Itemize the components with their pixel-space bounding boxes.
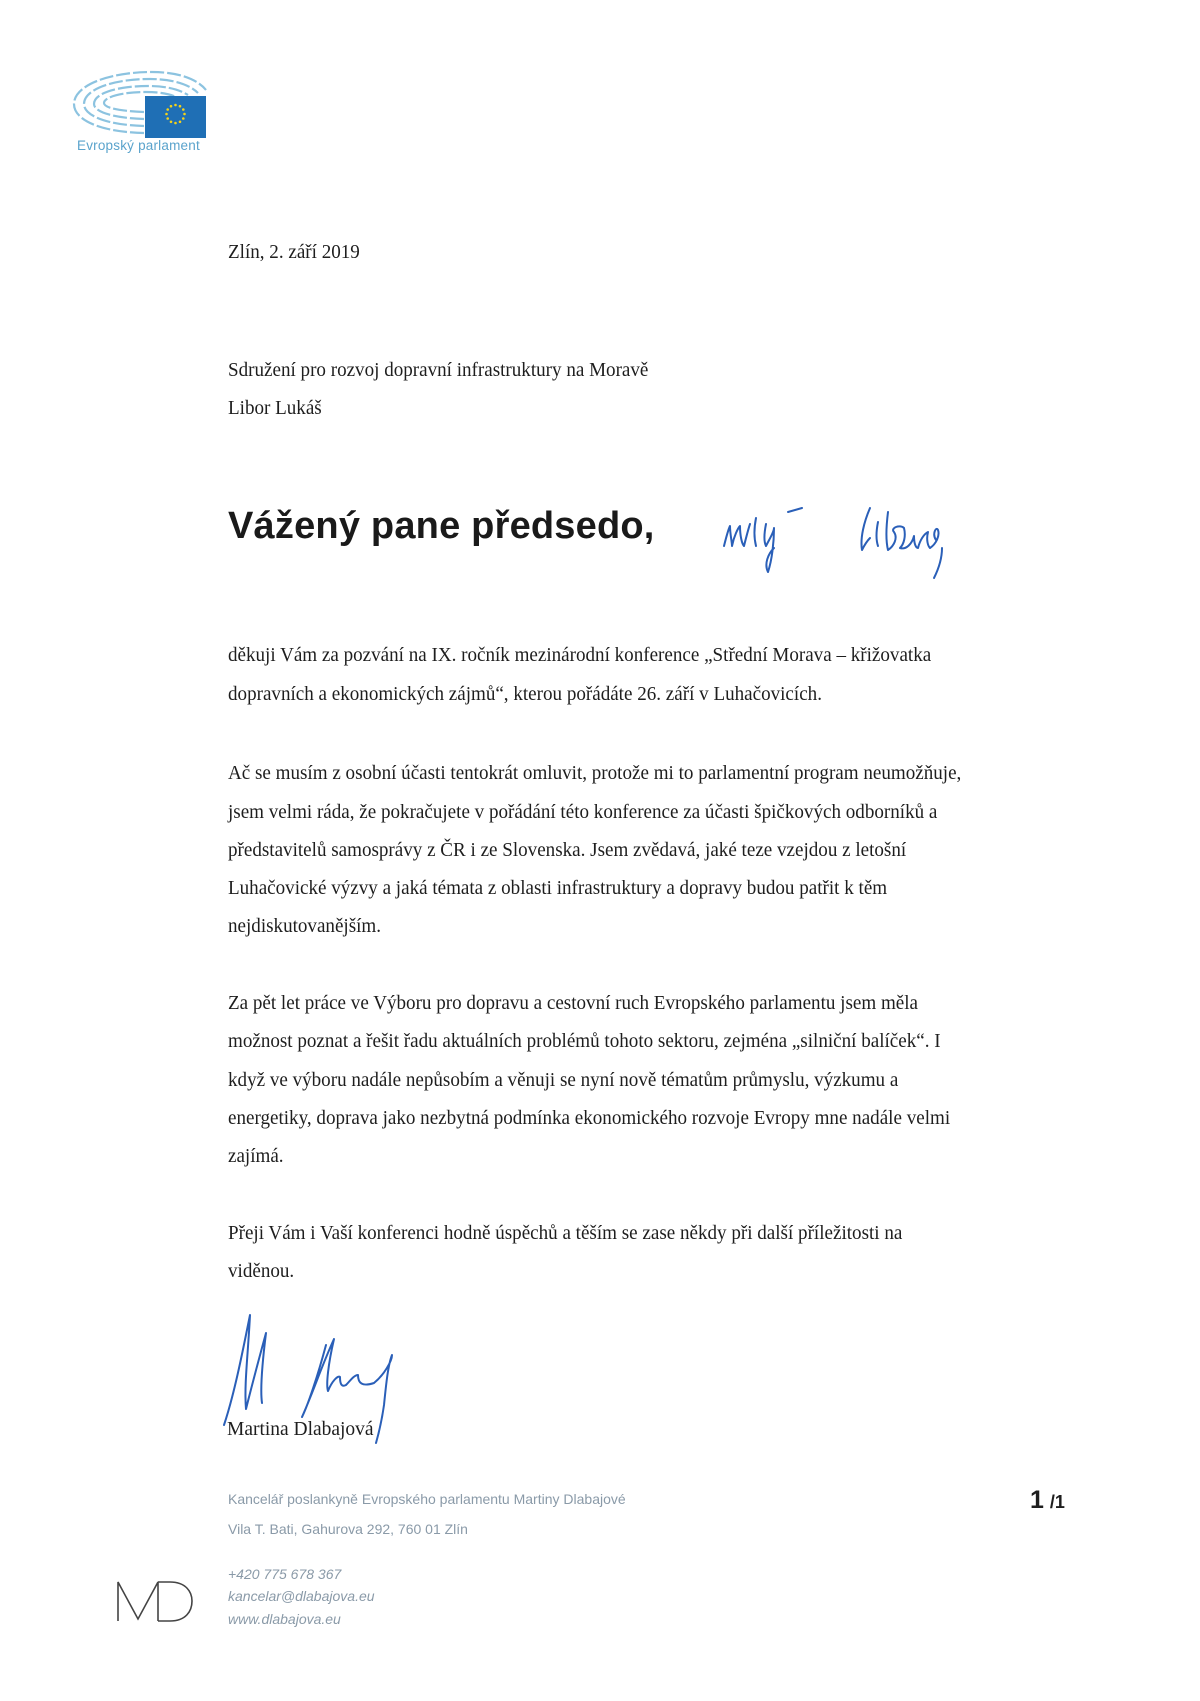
- body-paragraph-3-line-2: možnost poznat a řešit řadu aktuálních problémů tohoto sektoru, zejména „silniční balíček“. I: [228, 1030, 941, 1052]
- footer-address: Vila T. Bati, Gahurova 292, 760 01 Zlín: [228, 1521, 468, 1537]
- footer-website[interactable]: www.dlabajova.eu: [228, 1611, 341, 1627]
- body-paragraph-2-line-3: představitelů samosprávy z ČR i ze Slovenska. Jsem zvědavá, jaké teze vzejdou z letošní: [228, 839, 907, 861]
- body-paragraph-3-line-4: energetiky, doprava jako nezbytná podmínka ekonomického rozvoje Evropy mne nadále velmi: [228, 1107, 951, 1129]
- body-paragraph-4-line-1: Přeji Vám i Vaší konferenci hodně úspěchů a těším se zase někdy při další příležitosti na: [228, 1222, 903, 1244]
- body-paragraph-1-line-1: děkuji Vám za pozvání na IX. ročník mezinárodní konference „Střední Morava – křižovatka: [228, 644, 932, 666]
- md-monogram-logo: [116, 1579, 194, 1623]
- body-paragraph-2-line-5: nejdiskutovanějším.: [228, 915, 382, 937]
- letter-date: Zlín, 2. září 2019: [228, 241, 360, 263]
- body-paragraph-4-line-2: viděnou.: [228, 1260, 295, 1282]
- footer-phone[interactable]: +420 775 678 367: [228, 1566, 342, 1582]
- page-total: /1: [1049, 1492, 1065, 1512]
- eu-flag: [145, 96, 206, 138]
- recipient-name: Libor Lukáš: [228, 397, 322, 419]
- recipient-organization: Sdružení pro rozvoj dopravní infrastruktury na Moravě: [228, 359, 649, 381]
- body-paragraph-1-line-2: dopravních a ekonomických zájmů“, kterou pořádáte 26. září v Luhačovicích.: [228, 683, 822, 705]
- page-number: [1030, 1486, 1065, 1515]
- body-paragraph-3-line-5: zajímá.: [228, 1145, 284, 1167]
- body-paragraph-3-line-3: když ve výboru nadále nepůsobím a věnuji se nyní nově tématům průmyslu, výzkumu a: [228, 1069, 899, 1091]
- body-paragraph-2-line-1: Ač se musím z osobní účasti tentokrát omluvit, protože mi to parlamentní program neumožňuje,: [228, 762, 962, 784]
- handwritten-greeting: [718, 494, 998, 584]
- page-current: 1: [1030, 1486, 1044, 1514]
- signatory-name: Martina Dlabajová: [227, 1418, 374, 1440]
- body-paragraph-2-line-4: Luhačovické výzvy a jaká témata z oblasti infrastruktury a dopravy budou patřit k těm: [228, 877, 888, 899]
- salutation: Vážený pane předsedo,: [228, 505, 655, 547]
- footer-email[interactable]: kancelar@dlabajova.eu: [228, 1588, 375, 1604]
- logo-text: Evropský parlament: [77, 138, 200, 153]
- body-paragraph-3-line-1: Za pět let práce ve Výboru pro dopravu a cestovní ruch Evropského parlamentu jsem měla: [228, 992, 919, 1014]
- body-paragraph-2-line-2: jsem velmi ráda, že pokračujete v pořádání této konference za účasti špičkových odborníků a: [228, 801, 938, 823]
- footer-office: Kancelář poslankyně Evropského parlamentu Martiny Dlabajové: [228, 1491, 626, 1507]
